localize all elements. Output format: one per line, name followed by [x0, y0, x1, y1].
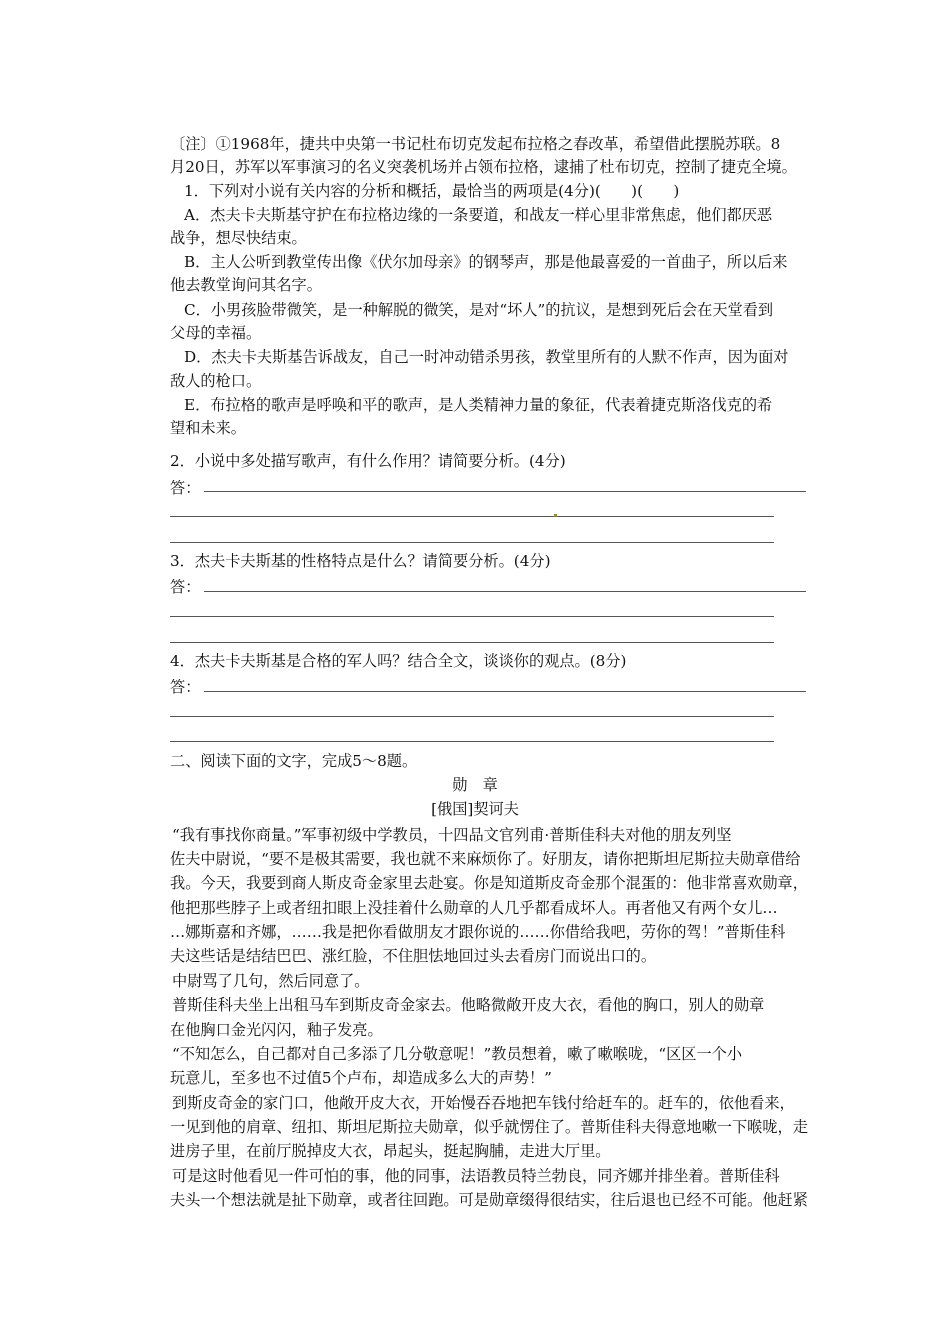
q3-stem: 3．杰夫卡夫斯基的性格特点是什么？请简要分析。(4分) [170, 552, 551, 570]
note-line-2: 月20日，苏军以军事演习的名义突袭机场并占领布拉格，逮捕了杜布切克，控制了捷克全境。 [170, 158, 797, 176]
stray-mark [554, 514, 557, 517]
q2-answer-label: 答： [170, 479, 201, 497]
story-line: 进房子里，在前厅脱掉皮大衣，昂起头，挺起胸脯，走进大厅里。 [170, 1142, 611, 1160]
q3-answer-line-3[interactable] [170, 642, 774, 643]
q1-option-c-cont: 父母的幸福。 [170, 324, 262, 342]
story-line: “不知怎么，自己都对自己多添了几分敬意呢！”教员想着，嗽了嗽喉咙，“区区一个小 [172, 1045, 743, 1063]
story-line: 中尉骂了几句，然后同意了。 [172, 972, 370, 990]
story-line: 我。今天，我要到商人斯皮奇金家里去赴宴。你是知道斯皮奇金那个混蛋的：他非常喜欢勋章， [170, 874, 808, 892]
q3-answer-label: 答： [170, 578, 201, 596]
q1-option-a-cont: 战争，想尽快结束。 [170, 229, 307, 247]
q1-option-d-cont: 敌人的枪口。 [170, 372, 262, 390]
q3-answer-line-2[interactable] [170, 616, 774, 617]
q2-stem: 2．小说中多处描写歌声，有什么作用？请简要分析。(4分) [170, 452, 566, 470]
q1-option-a: A．杰夫卡夫斯基守护在布拉格边缘的一条要道，和战友一样心里非常焦虑，他们都厌恶 [184, 206, 773, 224]
q2-answer-line-2[interactable] [170, 516, 774, 517]
story-line: 玩意儿，至多也不过值5个卢布，却造成多么大的声势！” [170, 1069, 552, 1087]
q2-answer-line-1[interactable] [204, 491, 806, 492]
q2-answer-line-3[interactable] [170, 542, 774, 543]
story-line: 他把那些脖子上或者纽扣眼上没挂着什么勋章的人几乎都看成坏人。再者他又有两个女儿… [170, 899, 778, 917]
story-line: 到斯皮奇金的家门口，他敞开皮大衣，开始慢吞吞地把车钱付给赶车的。赶车的，依他看来， [172, 1094, 795, 1112]
q4-stem: 4．杰夫卡夫斯基是合格的军人吗？结合全文，谈谈你的观点。(8分) [170, 652, 627, 670]
note-line-1: 〔注〕①1968年，捷共中央第一书记杜布切克发起布拉格之春改革，希望借此摆脱苏联。8 [170, 135, 781, 153]
q1-option-d: D．杰夫卡夫斯基告诉战友，自己一时冲动错杀男孩，教堂里所有的人默不作声，因为面对 [184, 348, 789, 366]
story-line: 夫这些话是结结巴巴、涨红脸，不住胆怯地回过头去看房门而说出口的。 [170, 947, 656, 965]
q4-answer-label: 答： [170, 678, 201, 696]
section2-heading: 二、阅读下面的文字，完成5～8题。 [170, 752, 418, 770]
story-author: [俄国]契诃夫 [431, 800, 519, 818]
story-line: 可是这时他看见一件可怕的事，他的同事，法语教员特兰勃良，同齐娜并排坐着。普斯佳科 [172, 1167, 780, 1185]
q1-stem: 1．下列对小说有关内容的分析和概括，最恰当的两项是(4分)( )( ) [184, 182, 680, 200]
story-line: 在他胸口金光闪闪，釉子发亮。 [170, 1021, 383, 1039]
q4-answer-line-1[interactable] [204, 691, 806, 692]
q1-option-b-cont: 他去教堂询问其名字。 [170, 276, 322, 294]
q4-answer-line-3[interactable] [170, 741, 774, 742]
story-line: 普斯佳科夫坐上出租马车到斯皮奇金家去。他略微敞开皮大衣，看他的胸口，别人的勋章 [172, 996, 765, 1014]
q3-answer-line-1[interactable] [204, 591, 806, 592]
story-line: 夫头一个想法就是扯下勋章，或者往回跑。可是勋章缀得很结实，往后退也已经不可能。他赶紧 [170, 1191, 808, 1209]
q4-answer-line-2[interactable] [170, 716, 774, 717]
story-title: 勋 章 [452, 776, 498, 794]
story-line: 一见到他的肩章、纽扣、斯坦尼斯拉夫勋章，似乎就愣住了。普斯佳科夫得意地嗽一下喉咙，走 [170, 1118, 808, 1136]
q1-option-e: E．布拉格的歌声是呼唤和平的歌声，是人类精神力量的象征，代表着捷克斯洛伐克的希 [184, 396, 773, 414]
story-line: 佐夫中尉说，“要不是极其需要，我也就不来麻烦你了。好朋友，请你把斯坦尼斯拉夫勋章借给 [170, 850, 801, 868]
story-line: …娜斯嘉和齐娜，……我是把你看做朋友才跟你说的……你借给我吧，劳你的驾！”普斯佳科 [170, 923, 786, 941]
q1-option-c: C．小男孩脸带微笑，是一种解脱的微笑，是对“坏人”的抗议，是想到死后会在天堂看到 [184, 301, 774, 319]
q1-option-b: B．主人公听到教堂传出像《伏尔加母亲》的钢琴声，那是他最喜爱的一首曲子，所以后来 [184, 253, 788, 271]
story-line: “我有事找你商量。”军事初级中学教员，十四品文官列甫·普斯佳科夫对他的朋友列坚 [172, 826, 732, 844]
q1-option-e-cont: 望和未来。 [170, 419, 246, 437]
